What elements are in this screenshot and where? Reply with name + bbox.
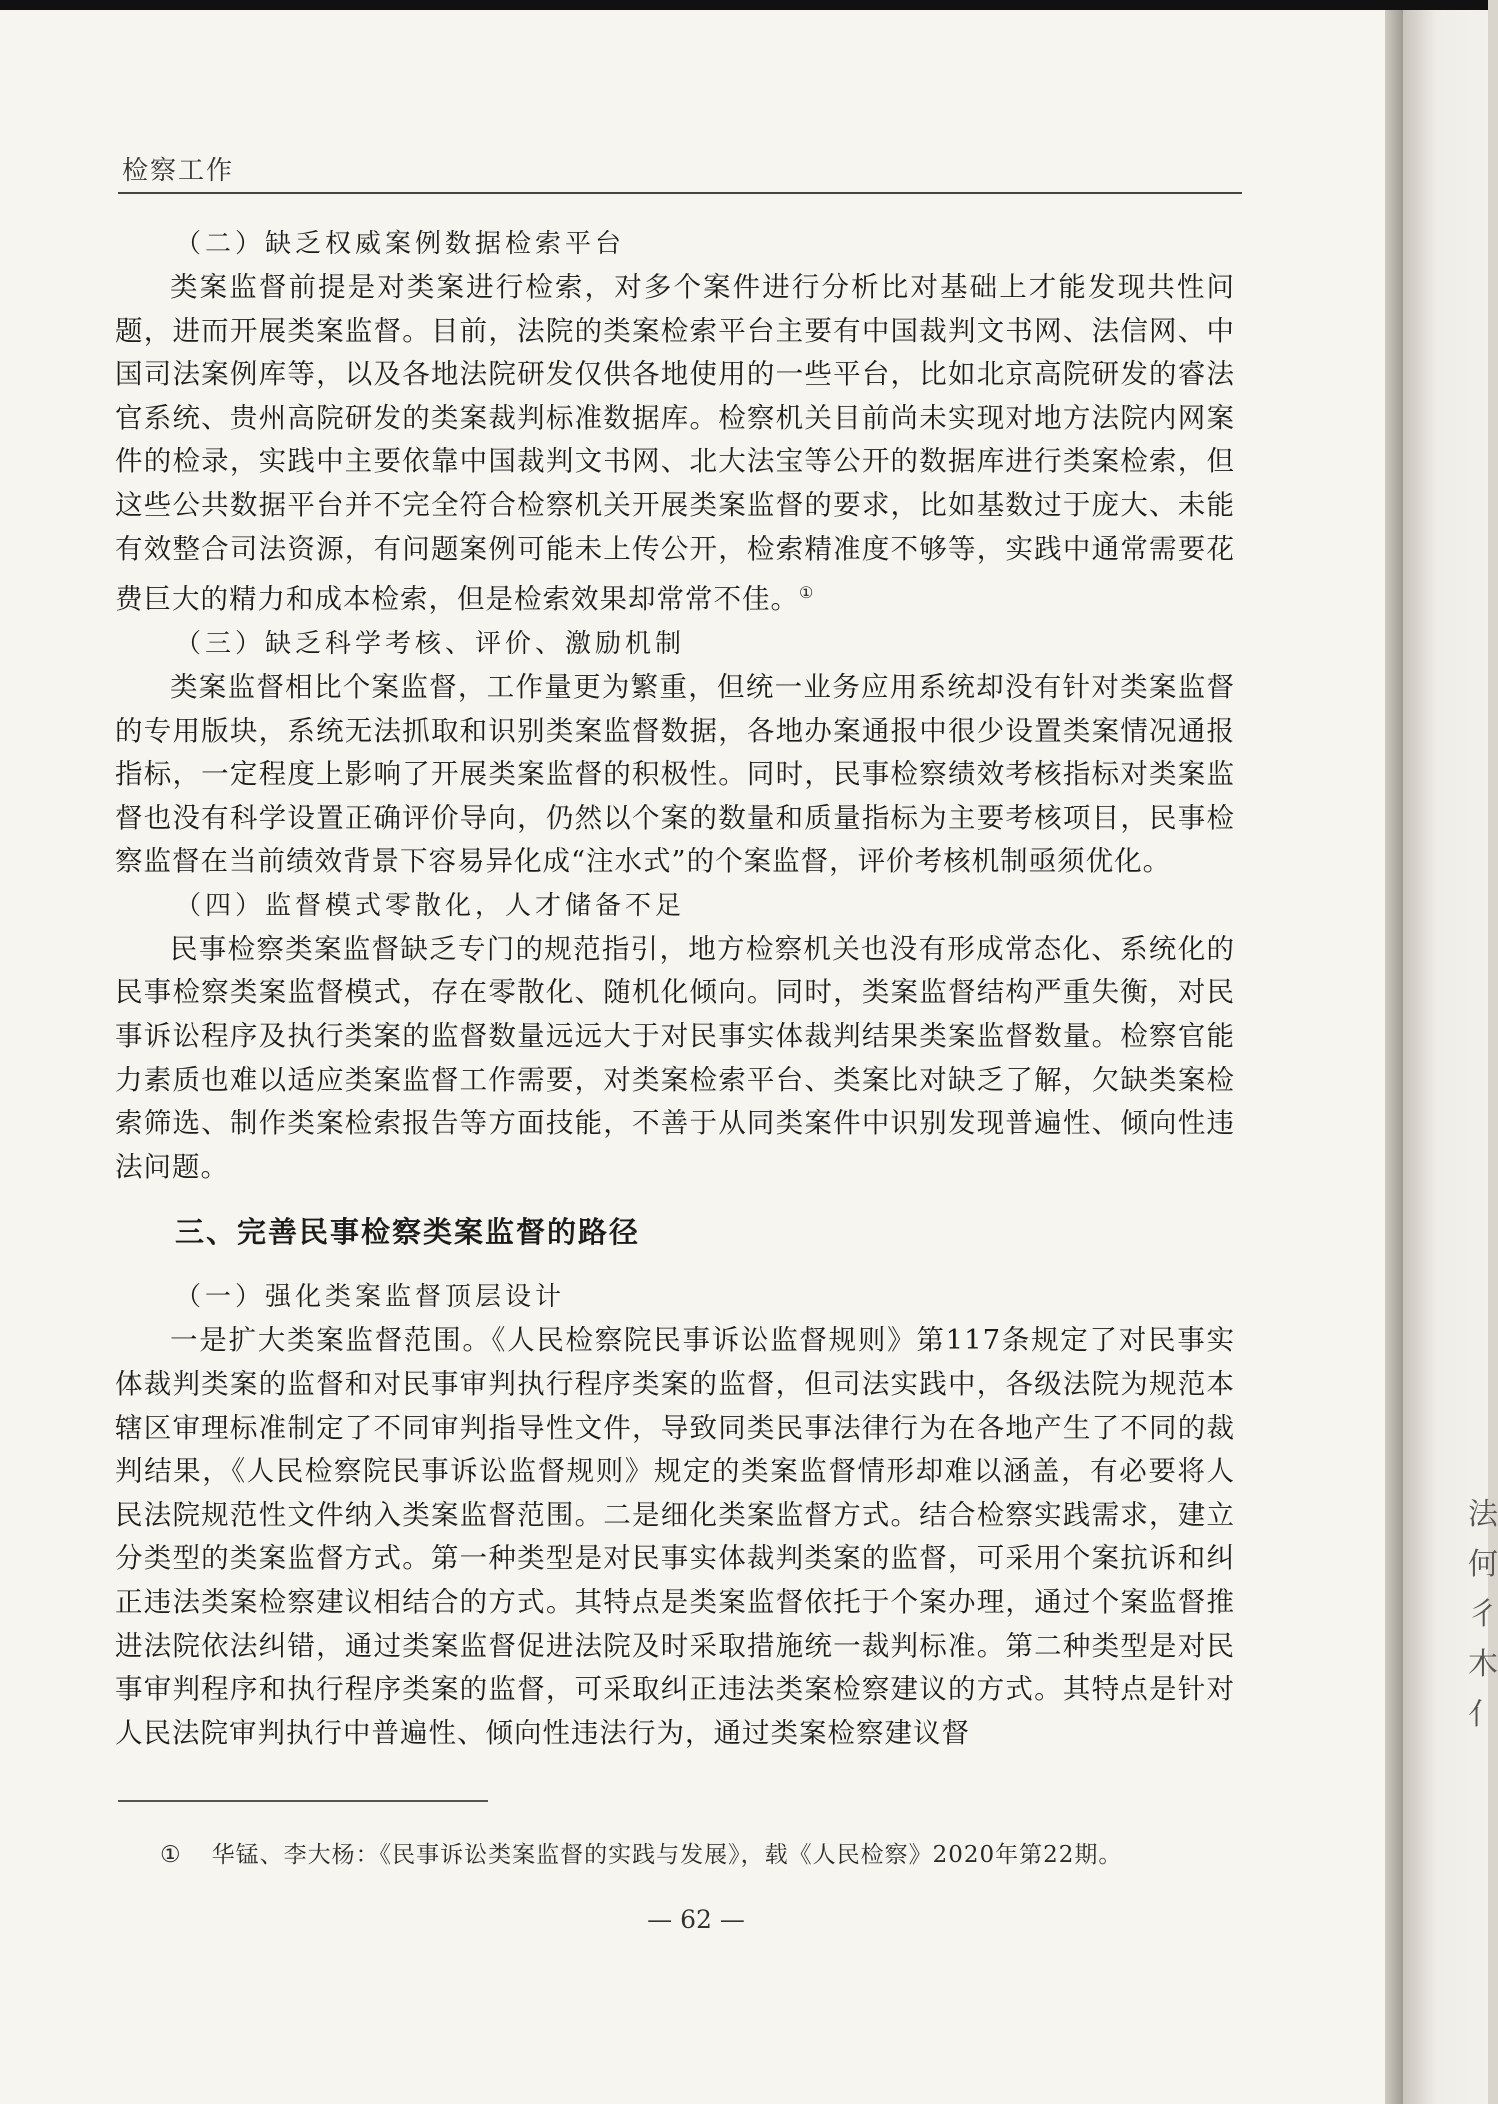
block-text: 类案监督相比个案监督，工作量更为繁重，但统一业务应用系统却没有针对类案监督的专用版块，系统无法抓取和识别类案监督数据，各地办案通报中很少设置类案情况通报指标，一定程度上影响了开展类案监督的积极性。同时，民事检察绩效考核指标对类案监督也没有科学设置正确评价导向，仍然以个案的数量和质量指标为主要考核项目，民事检察监督在当前绩效背景下容易异化成“注水式”的个案监督，评价考核机制亟须优化。 bbox=[115, 670, 1235, 878]
footnote-reference: ① bbox=[799, 583, 815, 603]
footnote-rule bbox=[118, 1800, 488, 1802]
header-rule bbox=[118, 192, 1242, 194]
block-text: 三、完善民事检察类案监督的路径 bbox=[175, 1215, 641, 1250]
paragraph bbox=[115, 666, 1235, 884]
block-text: 类案监督前提是对类案进行检索，对多个案件进行分析比对基础上才能发现共性问题，进而开展类案监督。目前，法院的类案检索平台主要有中国裁判文书网、法信网、中国司法案例库等，以及各地法院研发仅供各地使用的一些平台，比如北京高院研发的睿法官系统、贵州高院研发的类案裁判标准数据库。检察机关目前尚未实现对地方法院内网案件的检录，实践中主要依靠中国裁判文书网、北大法宝等公开的数据库进行类案检索，但这些公共数据平台并不完全符合检察机关开展类案监督的要求，比如基数过于庞大、未能有效整合司法资源，有问题案例可能未上传公开，检索精准度不够等，实践中通常需要花费巨大的精力和成本检索，但是检索效果却常常不佳。 bbox=[115, 271, 1235, 616]
footnote bbox=[160, 1836, 1122, 1869]
page-number: — 62 — bbox=[647, 1905, 745, 1934]
block-text: 民事检察类案监督缺乏专门的规范指引，地方检察机关也没有形成常态化、系统化的民事检察类案监督模式，存在零散化、随机化倾向。同时，类案监督结构严重失衡，对民事诉讼程序及执行类案的监督数量远远大于对民事实体裁判结果类案监督数量。检察官能力素质也难以适应类案监督工作需要，对类案检索平台、类案比对缺乏了解，欠缺类案检索筛选、制作类案检索报告等方面技能，不善于从同类案件中识别发现普遍性、倾向性违法问题。 bbox=[115, 932, 1235, 1183]
block-text: （二）缺乏权威案例数据检索平台 bbox=[175, 229, 626, 259]
footnote-text: 华锰、李大杨：《民事诉讼类案监督的实践与发展》，载《人民检察》2020年第22期。 bbox=[211, 1842, 1123, 1868]
block-text: 一是扩大类案监督范围。《人民检察院民事诉讼监督规则》第117条规定了对民事实体裁判类案的监督和对民事审判执行程序类案的监督，但司法实践中，各级法院为规范本辖区审理标准制定了不同审判指导性文件，导致同类民事法律行为在各地产生了不同的裁判结果，《人民检察院民事诉讼监督规则》规定的类案监督情形却难以涵盖，有必要将人民法院规范性文件纳入类案监督范围。二是细化类案监督方式。结合检察实践需求，建立分类型的类案监督方式。第一种类型是对民事实体裁判类案的监督，可采用个案抗诉和纠正违法类案检察建议相结合的方式。其特点是类案监督依托于个案办理，通过个案监督推进法院依法纠错，通过类案监督促进法院及时采取措施统一裁判标准。第二种类型是对民事审判程序和执行程序类案的监督，可采取纠正违法类案检察建议的方式。其特点是针对人民法院审判执行中普遍性、倾向性违法行为，通过类案检察建议督 bbox=[115, 1324, 1235, 1749]
body-text bbox=[115, 222, 1235, 1755]
section-title bbox=[115, 1189, 1235, 1275]
subsection-heading bbox=[115, 884, 1235, 928]
block-text: （四）监督模式零散化，人才储备不足 bbox=[175, 890, 686, 921]
edge-char: 亻 bbox=[1468, 1697, 1498, 1732]
subsection-heading bbox=[115, 622, 1235, 666]
subsection-heading bbox=[115, 222, 1235, 266]
edge-char: 彳 bbox=[1468, 1597, 1498, 1632]
adjacent-page-edge bbox=[1403, 10, 1488, 2104]
block-text: （一）强化类案监督顶层设计 bbox=[175, 1282, 566, 1313]
running-head: 检察工作 bbox=[122, 156, 235, 186]
paragraph bbox=[115, 1319, 1235, 1755]
edge-char: 法 bbox=[1468, 1497, 1498, 1532]
page-gutter-shadow bbox=[1385, 10, 1403, 2104]
block-text: （三）缺乏科学考核、评价、激励机制 bbox=[175, 628, 686, 659]
paragraph bbox=[115, 266, 1235, 622]
subsection-heading bbox=[115, 1275, 1235, 1319]
footnote-mark: ① bbox=[160, 1842, 182, 1868]
paragraph bbox=[115, 928, 1235, 1190]
edge-char: 木 bbox=[1468, 1647, 1498, 1682]
edge-char: 何 bbox=[1468, 1547, 1498, 1582]
